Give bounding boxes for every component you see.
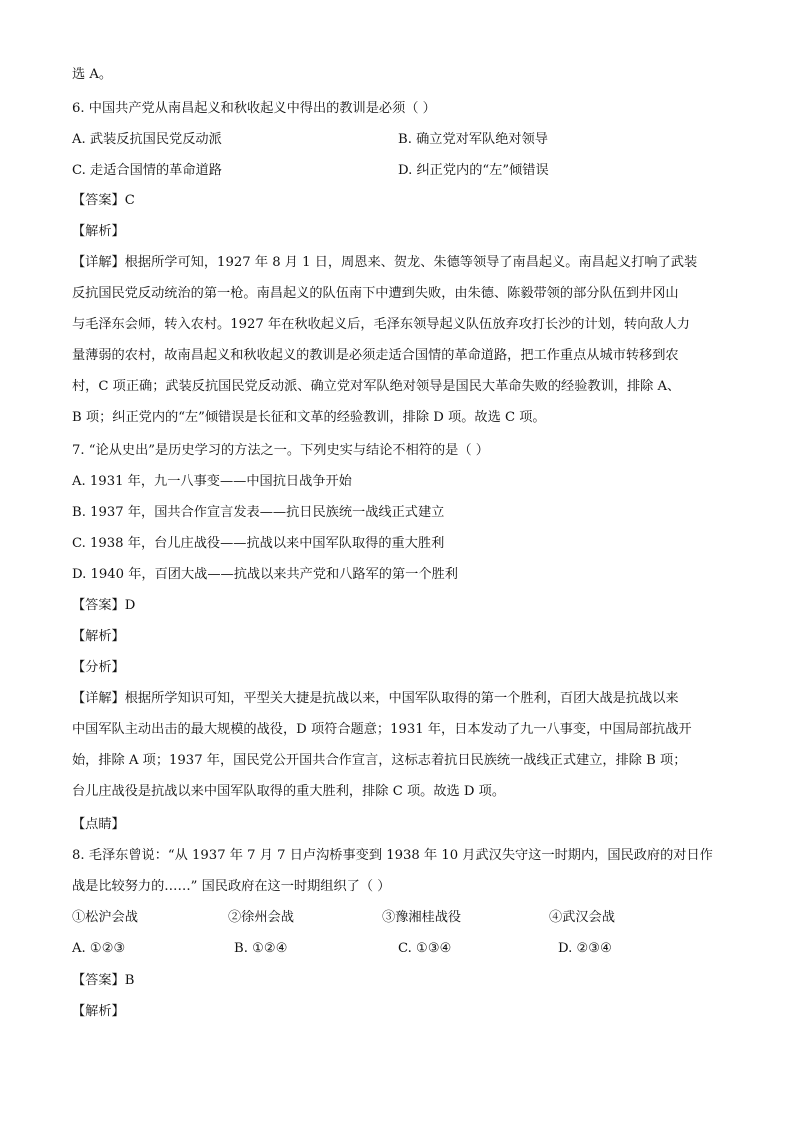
q8-option-c: C. ①③④ bbox=[398, 941, 452, 956]
q7-detail-line: 始，排除 A 项；1937 年，国民党公开国共合作宣言，这标志着抗日民族统一战线正式建立，排除 B 项； bbox=[72, 753, 687, 768]
q6-option-b: B. 确立党对军队绝对领导 bbox=[398, 132, 548, 147]
q6-stem: 6. 中国共产党从南昌起义和秋收起义中得出的教训是必须（ ） bbox=[72, 101, 436, 116]
q6-option-a: A. 武装反抗国民党反动派 bbox=[72, 132, 222, 147]
q7-fenxi-label: 【分析】 bbox=[72, 660, 125, 675]
q6-detail-line: 【详解】根据所学可知，1927 年 8 月 1 日，周恩来、贺龙、朱德等领导了南昌起义。南昌起义打响了武装 bbox=[72, 255, 698, 270]
q8-option-b: B. ①②④ bbox=[234, 941, 288, 956]
q6-detail-line: 与毛泽东会师，转入农村。1927 年在秋收起义后，毛泽东领导起义队伍放弃攻打长沙的计划，转向敌人力 bbox=[72, 317, 690, 332]
q6-detail-line: 反抗国民党反动统治的第一枪。南昌起义的队伍南下中遭到失败，由朱德、陈毅带领的部分队伍到井冈山 bbox=[72, 286, 679, 301]
q8-stem-line: 8. 毛泽东曾说：“从 1937 年 7 月 7 日卢沟桥事变到 1938 年 10 月武汉失守这一时期内，国民政府的对日作 bbox=[72, 848, 713, 863]
q8-item-3: ③豫湘桂战役 bbox=[382, 910, 462, 925]
answer-value: D bbox=[124, 598, 136, 613]
q7-option-c: C. 1938 年，台儿庄战役——抗战以来中国军队取得的重大胜利 bbox=[72, 536, 445, 551]
q8-item-2: ②徐州会战 bbox=[228, 910, 294, 925]
q7-option-d: D. 1940 年，百团大战——抗战以来共产党和八路军的第一个胜利 bbox=[72, 567, 458, 582]
q8-stem-line: 战是比较努力的……” 国民政府在这一时期组织了（ ） bbox=[72, 879, 391, 894]
q8-option-a: A. ①②③ bbox=[72, 941, 126, 956]
q6-analysis-label: 【解析】 bbox=[72, 224, 125, 239]
q7-detail-line: 【详解】根据所学知识可知，平型关大捷是抗战以来，中国军队取得的第一个胜利，百团大战是抗战以来 bbox=[72, 691, 679, 706]
answer-value: C bbox=[124, 193, 135, 208]
q7-detail-line: 台儿庄战役是抗战以来中国军队取得的重大胜利，排除 C 项。故选 D 项。 bbox=[72, 784, 506, 799]
q7-detail-line: 中国军队主动出击的最大规模的战役，D 项符合题意；1931 年，日本发动了九一八事变，中国局部抗战开 bbox=[72, 722, 692, 737]
q6-answer bbox=[72, 192, 135, 210]
answer-value: B bbox=[124, 973, 135, 988]
q8-item-1: ①松沪会战 bbox=[72, 910, 138, 925]
q8-answer bbox=[72, 972, 134, 990]
q6-option-c: C. 走适合国情的革命道路 bbox=[72, 163, 222, 178]
q6-detail-line: 量薄弱的农村，故南昌起义和秋收起义的教训是必须走适合国情的革命道路，把工作重点从城市转移到农 bbox=[72, 348, 679, 363]
q8-item-4: ④武汉会战 bbox=[549, 910, 615, 925]
q6-detail-line: 村，C 项正确；武装反抗国民党反动派、确立党对军队绝对领导是国民大革命失败的经验教训，排除 A、 bbox=[72, 379, 681, 394]
answer-label: 【答案】 bbox=[72, 193, 125, 208]
q7-stem: 7. “论从史出”是历史学习的方法之一。下列史实与结论不相符的是（ ） bbox=[72, 443, 489, 458]
q7-dianjing-label: 【点睛】 bbox=[72, 817, 125, 832]
answer-label: 【答案】 bbox=[72, 973, 125, 988]
q7-option-a: A. 1931 年，九一八事变——中国抗日战争开始 bbox=[72, 474, 352, 489]
q6-option-d: D. 纠正党内的“左”倾错误 bbox=[398, 163, 549, 178]
q8-analysis-label: 【解析】 bbox=[72, 1004, 125, 1019]
q7-answer bbox=[72, 597, 135, 615]
q5-answer-tail: 选 A。 bbox=[72, 67, 113, 82]
q8-stem bbox=[72, 840, 720, 902]
q6-detail-line: B 项；纠正党内的“左”倾错误是长征和文革的经验教训，排除 D 项。故选 C 项。 bbox=[72, 410, 546, 425]
q7-detail bbox=[72, 683, 720, 807]
q7-option-b: B. 1937 年，国共合作宣言发表——抗日民族统一战线正式建立 bbox=[72, 505, 445, 520]
q6-detail bbox=[72, 247, 720, 433]
answer-label: 【答案】 bbox=[72, 598, 125, 613]
q8-option-d: D. ②③④ bbox=[558, 941, 612, 956]
q7-analysis-label: 【解析】 bbox=[72, 629, 125, 644]
